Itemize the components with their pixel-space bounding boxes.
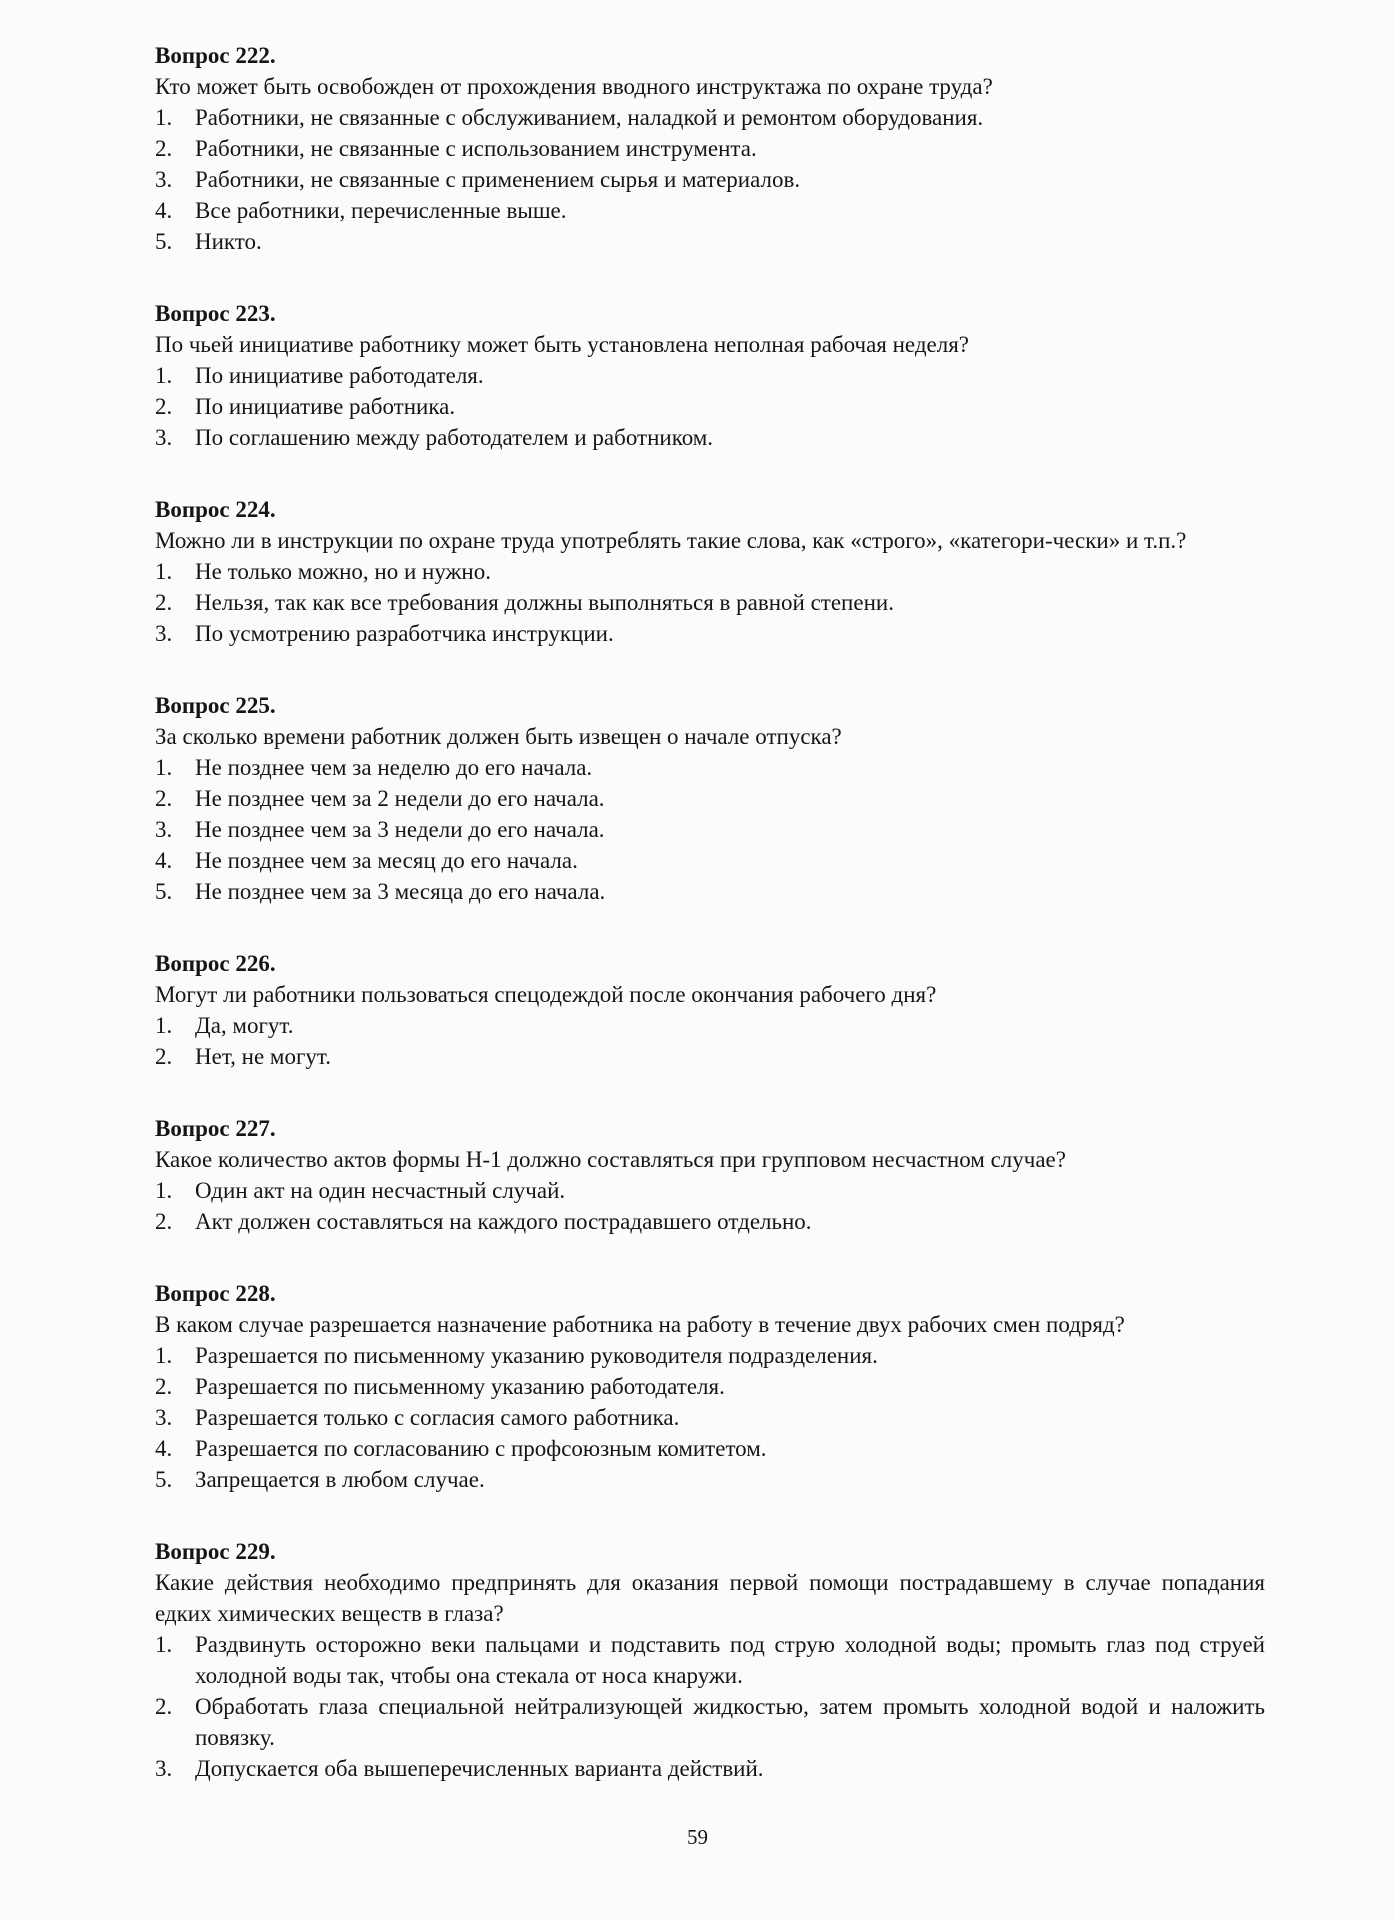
answer-list	[155, 752, 1265, 907]
answer-text: Разрешается по письменному указанию работодателя.	[195, 1374, 725, 1399]
answer-number: 3.	[155, 1756, 173, 1781]
answer-text: Не позднее чем за 3 месяца до его начала.	[195, 879, 606, 904]
answer-number: 3.	[155, 1405, 173, 1430]
question-title: Вопрос 229.	[155, 1539, 276, 1564]
answer-option	[155, 360, 1265, 391]
answer-option	[155, 587, 1265, 618]
answer-option	[155, 1629, 1265, 1691]
answer-number: 2.	[155, 136, 173, 161]
answer-option	[155, 876, 1265, 907]
question-text: Какое количество актов формы Н-1 должно составляться при групповом несчастном случае?	[155, 1147, 1066, 1172]
answer-option	[155, 195, 1265, 226]
answer-number: 1.	[155, 1343, 173, 1368]
answer-text: Нельзя, так как все требования должны выполняться в равной степени.	[195, 590, 894, 615]
answer-option	[155, 752, 1265, 783]
answer-option	[155, 1175, 1265, 1206]
answer-list	[155, 1010, 1265, 1072]
question-text: В каком случае разрешается назначение работника на работу в течение двух рабочих смен подряд?	[155, 1312, 1125, 1337]
answer-option	[155, 391, 1265, 422]
answer-option	[155, 1010, 1265, 1041]
answer-option	[155, 1691, 1265, 1753]
answer-option	[155, 814, 1265, 845]
answer-text: Разрешается только с согласия самого работника.	[195, 1405, 680, 1430]
answer-number: 2.	[155, 1694, 173, 1719]
answer-option	[155, 1433, 1265, 1464]
question-title: Вопрос 226.	[155, 951, 276, 976]
answer-number: 1.	[155, 1178, 173, 1203]
answer-number: 2.	[155, 1044, 173, 1069]
answer-text: По инициативе работодателя.	[195, 363, 484, 388]
answer-text: Раздвинуть осторожно веки пальцами и подставить под струю холодной воды; промыть глаз под струей холодной воды так, чтобы она стекала от носа кнаружи.	[195, 1632, 1265, 1688]
answer-text: Работники, не связанные с использованием инструмента.	[195, 136, 757, 161]
question-text: По чьей инициативе работнику может быть установлена неполная рабочая неделя?	[155, 332, 970, 357]
answer-number: 2.	[155, 786, 173, 811]
question-block	[155, 690, 1265, 907]
answer-number: 5.	[155, 879, 173, 904]
page-number: 59	[687, 1825, 708, 1849]
answer-option	[155, 1402, 1265, 1433]
answer-text: Не позднее чем за неделю до его начала.	[195, 755, 593, 780]
answer-option	[155, 1041, 1265, 1072]
answer-option	[155, 618, 1265, 649]
answer-text: Один акт на один несчастный случай.	[195, 1178, 566, 1203]
answer-number: 2.	[155, 1374, 173, 1399]
answer-option	[155, 783, 1265, 814]
answer-list	[155, 102, 1265, 257]
answer-number: 4.	[155, 848, 173, 873]
answer-number: 2.	[155, 590, 173, 615]
answer-option	[155, 226, 1265, 257]
answer-text: Разрешается по письменному указанию руководителя подразделения.	[195, 1343, 878, 1368]
answer-list	[155, 1629, 1265, 1784]
answer-text: Да, могут.	[195, 1013, 294, 1038]
answer-option	[155, 164, 1265, 195]
answer-option	[155, 845, 1265, 876]
answer-list	[155, 360, 1265, 453]
answer-text: По соглашению между работодателем и работником.	[195, 425, 714, 450]
answer-number: 1.	[155, 1632, 173, 1657]
question-text: За сколько времени работник должен быть извещен о начале отпуска?	[155, 724, 842, 749]
answer-text: Все работники, перечисленные выше.	[195, 198, 567, 223]
answer-number: 3.	[155, 621, 173, 646]
question-title: Вопрос 222.	[155, 43, 276, 68]
answer-text: Никто.	[195, 229, 262, 254]
answer-number: 1.	[155, 559, 173, 584]
answer-number: 1.	[155, 755, 173, 780]
answer-number: 2.	[155, 1209, 173, 1234]
question-block	[155, 1278, 1265, 1495]
answer-option	[155, 1206, 1265, 1237]
answer-list	[155, 1175, 1265, 1237]
answer-text: Акт должен составляться на каждого пострадавшего отдельно.	[195, 1209, 812, 1234]
question-block	[155, 1536, 1265, 1784]
answer-number: 2.	[155, 394, 173, 419]
questions-list	[155, 40, 1265, 1825]
answer-number: 5.	[155, 1467, 173, 1492]
answer-option	[155, 1464, 1265, 1495]
question-text: Могут ли работники пользоваться спецодеждой после окончания рабочего дня?	[155, 982, 937, 1007]
question-title: Вопрос 227.	[155, 1116, 276, 1141]
answer-option	[155, 1753, 1265, 1784]
answer-option	[155, 556, 1265, 587]
question-title: Вопрос 224.	[155, 497, 276, 522]
answer-option	[155, 1340, 1265, 1371]
question-block	[155, 40, 1265, 257]
answer-text: Нет, не могут.	[195, 1044, 331, 1069]
question-block	[155, 494, 1265, 649]
answer-number: 4.	[155, 198, 173, 223]
answer-text: По усмотрению разработчика инструкции.	[195, 621, 614, 646]
answer-list	[155, 1340, 1265, 1495]
question-block	[155, 1113, 1265, 1237]
answer-number: 1.	[155, 105, 173, 130]
question-block	[155, 298, 1265, 453]
answer-option	[155, 102, 1265, 133]
answer-option	[155, 133, 1265, 164]
answer-list	[155, 556, 1265, 649]
answer-text: Допускается оба вышеперечисленных варианта действий.	[195, 1756, 764, 1781]
question-title: Вопрос 225.	[155, 693, 276, 718]
question-title: Вопрос 223.	[155, 301, 276, 326]
answer-text: Не позднее чем за месяц до его начала.	[195, 848, 578, 873]
answer-number: 3.	[155, 167, 173, 192]
question-text: Кто может быть освобожден от прохождения вводного инструктажа по охране труда?	[155, 74, 993, 99]
answer-text: Запрещается в любом случае.	[195, 1467, 485, 1492]
answer-text: Работники, не связанные с обслуживанием, наладкой и ремонтом оборудования.	[195, 105, 984, 130]
answer-number: 1.	[155, 1013, 173, 1038]
answer-number: 3.	[155, 817, 173, 842]
answer-number: 5.	[155, 229, 173, 254]
question-title: Вопрос 228.	[155, 1281, 276, 1306]
answer-text: Работники, не связанные с применением сырья и материалов.	[195, 167, 801, 192]
answer-text: Не позднее чем за 2 недели до его начала.	[195, 786, 605, 811]
answer-number: 1.	[155, 363, 173, 388]
answer-text: Не только можно, но и нужно.	[195, 559, 491, 584]
answer-number: 4.	[155, 1436, 173, 1461]
question-text: Можно ли в инструкции по охране труда употреблять такие слова, как «строго», «категори-чески» и т.п.?	[155, 528, 1187, 553]
question-block	[155, 948, 1265, 1072]
answer-option	[155, 1371, 1265, 1402]
answer-text: Обработать глаза специальной нейтрализующей жидкостью, затем промыть холодной водой и наложить повязку.	[195, 1694, 1265, 1750]
answer-number: 3.	[155, 425, 173, 450]
answer-text: Разрешается по согласованию с профсоюзным комитетом.	[195, 1436, 767, 1461]
answer-option	[155, 422, 1265, 453]
answer-text: По инициативе работника.	[195, 394, 456, 419]
question-text: Какие действия необходимо предпринять для оказания первой помощи пострадавшему в случае попадания едких химических веществ в глаза?	[155, 1570, 1265, 1626]
answer-text: Не позднее чем за 3 недели до его начала.	[195, 817, 605, 842]
